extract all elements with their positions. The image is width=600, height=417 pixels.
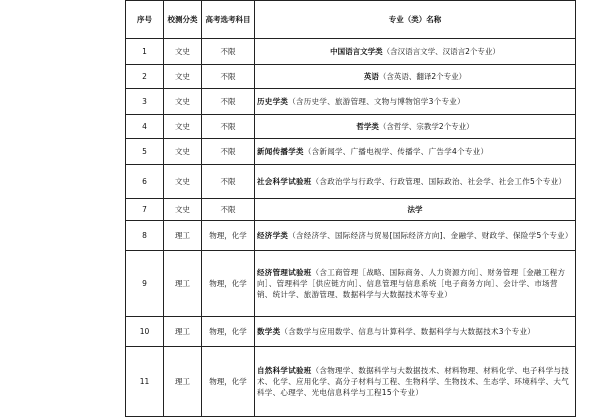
row-category: 文史 <box>164 89 202 115</box>
row-major <box>255 221 576 251</box>
header-major: 专业（类）名称 <box>255 1 576 39</box>
majors-table <box>125 0 576 417</box>
table-row <box>126 199 576 221</box>
row-num: 6 <box>126 165 164 199</box>
row-major <box>255 251 576 317</box>
row-num: 7 <box>126 199 164 221</box>
row-major <box>255 199 576 221</box>
row-num: 2 <box>126 65 164 89</box>
major-detail: （含历史学、旅游管理、文物与博物馆学3个专业） <box>288 97 465 106</box>
row-subjects: 不限 <box>202 65 255 89</box>
row-major <box>255 65 576 89</box>
table-row <box>126 89 576 115</box>
row-subjects: 不限 <box>202 115 255 139</box>
row-subjects: 物理，化学 <box>202 221 255 251</box>
row-subjects: 物理，化学 <box>202 251 255 317</box>
row-category: 文史 <box>164 115 202 139</box>
row-subjects: 不限 <box>202 89 255 115</box>
row-category: 理工 <box>164 221 202 251</box>
major-detail: （含英语、翻译2个专业） <box>378 72 467 81</box>
row-subjects: 不限 <box>202 165 255 199</box>
header-row <box>126 1 576 39</box>
major-detail: （含工商管理［战略、国际商务、人力资源方向］、财务管理［金融工程方向］、管理科学［供应链方向］、信息管理与信息系统［电子商务方向］、会计学、市场营销、统计学、旅游管理、数据科学与大数据技术等专业） <box>257 268 566 299</box>
table-row <box>126 221 576 251</box>
row-subjects: 不限 <box>202 139 255 165</box>
header-subjects: 高考选考科目 <box>202 1 255 39</box>
row-major <box>255 39 576 65</box>
major-name: 英语 <box>363 72 379 81</box>
row-category: 理工 <box>164 251 202 317</box>
row-category: 理工 <box>164 317 202 347</box>
row-major <box>255 317 576 347</box>
table-row <box>126 251 576 317</box>
major-detail: （含哲学、宗教学2个专业） <box>378 122 474 131</box>
row-subjects: 物理，化学 <box>202 347 255 417</box>
row-category: 文史 <box>164 199 202 221</box>
table-row <box>126 317 576 347</box>
row-num: 5 <box>126 139 164 165</box>
major-detail: （含汉语言文学、汉语言2个专业） <box>382 47 500 56</box>
row-num: 4 <box>126 115 164 139</box>
row-major <box>255 165 576 199</box>
major-name: 经济学类 <box>257 231 289 240</box>
row-major <box>255 115 576 139</box>
row-category: 文史 <box>164 165 202 199</box>
row-num: 11 <box>126 347 164 417</box>
major-name: 中国语言文学类 <box>330 47 383 56</box>
row-num: 1 <box>126 39 164 65</box>
row-num: 8 <box>126 221 164 251</box>
row-major <box>255 139 576 165</box>
major-name: 哲学类 <box>356 122 379 131</box>
row-subjects: 不限 <box>202 199 255 221</box>
header-num: 序号 <box>126 1 164 39</box>
major-name: 新闻传播学类 <box>257 147 304 156</box>
major-name: 历史学类 <box>257 97 289 106</box>
row-major <box>255 89 576 115</box>
major-detail: （含新闻学、广播电视学、传播学、广告学4个专业） <box>303 147 489 156</box>
row-category: 文史 <box>164 65 202 89</box>
header-category: 校测分类 <box>164 1 202 39</box>
table-row <box>126 39 576 65</box>
major-detail: （含政治学与行政学、行政管理、国际政治、社会学、社会工作5个专业） <box>311 177 567 186</box>
row-num: 3 <box>126 89 164 115</box>
row-subjects: 物理，化学 <box>202 317 255 347</box>
major-detail: （含物理学、数据科学与大数据技术、材料物理、材料化学、电子科学与技术、化学、应用化学、高分子材料与工程、生物科学、生物技术、生态学、环境科学、大气科学、心理学、光电信息科学与工程15个专业） <box>257 366 570 397</box>
major-name: 社会科学试验班 <box>257 177 312 186</box>
row-category: 理工 <box>164 347 202 417</box>
major-name: 经济管理试验班 <box>257 268 312 277</box>
row-num: 10 <box>126 317 164 347</box>
row-num: 9 <box>126 251 164 317</box>
table-row <box>126 347 576 417</box>
table-row <box>126 139 576 165</box>
major-name: 法学 <box>407 205 423 214</box>
row-category: 文史 <box>164 139 202 165</box>
table-row <box>126 115 576 139</box>
major-detail: （含数学与应用数学、信息与计算科学、数据科学与大数据技术3个专业） <box>280 327 536 336</box>
major-name: 自然科学试验班 <box>257 366 312 375</box>
table-row <box>126 65 576 89</box>
major-name: 数学类 <box>257 327 281 336</box>
row-category: 文史 <box>164 39 202 65</box>
row-subjects: 不限 <box>202 39 255 65</box>
table-row <box>126 165 576 199</box>
major-detail: （含经济学、国际经济与贸易[国际经济方向]、金融学、财政学、保险学5个专业） <box>288 231 573 240</box>
row-major <box>255 347 576 417</box>
